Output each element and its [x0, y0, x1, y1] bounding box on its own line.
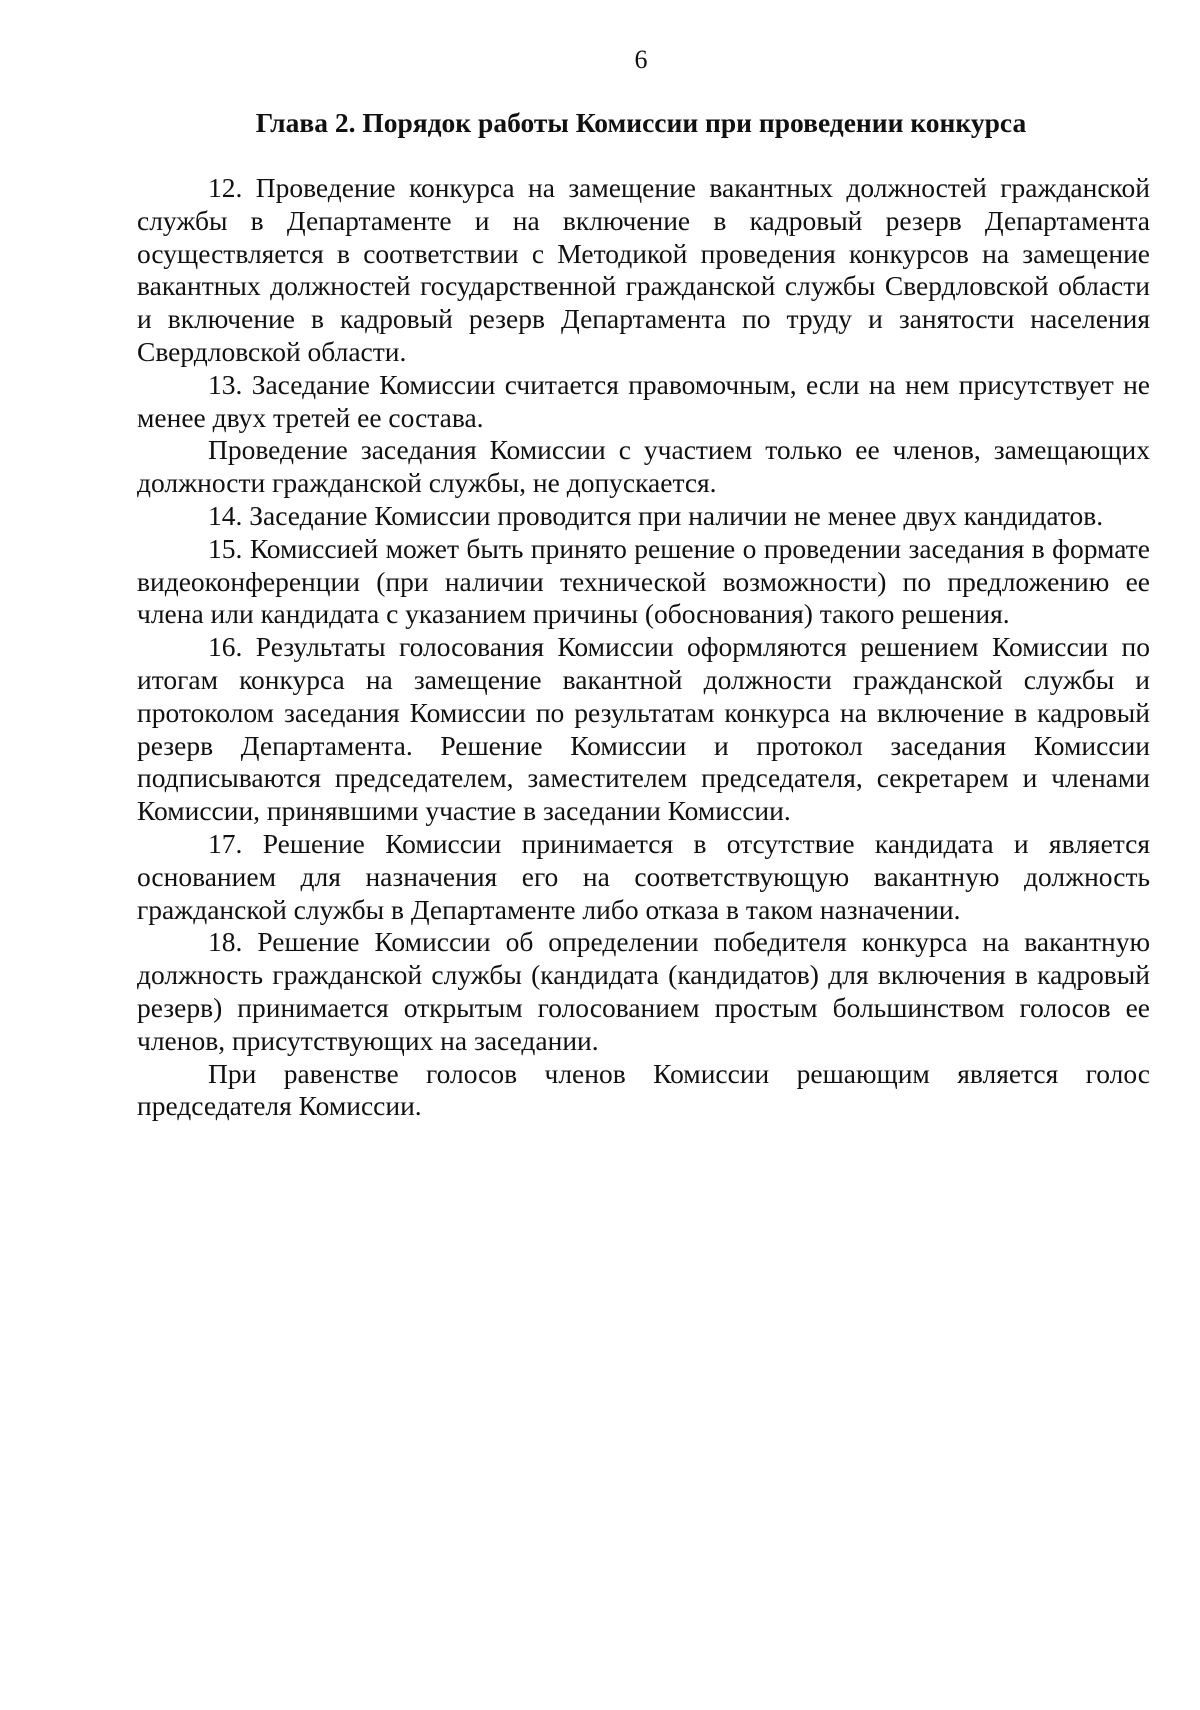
document-body: [137, 172, 1150, 1123]
page-number: 6: [634, 45, 648, 74]
paragraph-16: 16. Результаты голосования Комиссии оформляются решением Комиссии по итогам конкурса на замещение вакантной должности гражданской службы и протоколом заседания Комиссии по результатам конкурса на включение в кадровый резерв Департамента. Решение Комиссии и протокол заседания Комиссии подписываются председателем, заместителем председателя, секретарем и членами Комиссии, принявшими участие в заседании Комиссии.: [137, 631, 1150, 827]
paragraph-13-continuation: Проведение заседания Комиссии с участием только ее членов, замещающих должности гражданской службы, не допускается.: [137, 434, 1150, 499]
paragraph-12: 12. Проведение конкурса на замещение вакантных должностей гражданской службы в Департаменте и на включение в кадровый резерв Департамента осуществляется в соответствии с Методикой проведения конкурсов на замещение вакантных должностей государственной гражданской службы Свердловской области и включение в кадровый резерв Департамента по труду и занятости населения Свердловской области.: [137, 172, 1150, 367]
paragraph-18: 18. Решение Комиссии об определении победителя конкурса на вакантную должность гражданской службы (кандидата (кандидатов) для включения в кадровый резерв) принимается открытым голосованием простым большинством голосов ее членов, присутствующих на заседании.: [137, 926, 1150, 1056]
paragraph-18-continuation: При равенстве голосов членов Комиссии решающим является голос председателя Комиссии.: [137, 1057, 1150, 1122]
chapter-title: Глава 2. Порядок работы Комиссии при проведении конкурса: [255, 107, 1027, 138]
paragraph-17: 17. Решение Комиссии принимается в отсутствие кандидата и является основанием для назначения его на соответствующую вакантную должность гражданской службы в Департаменте либо отказа в таком назначении.: [137, 827, 1150, 925]
paragraph-14: 14. Заседание Комиссии проводится при наличии не менее двух кандидатов.: [208, 499, 1104, 531]
paragraph-15: 15. Комиссией может быть принято решение о проведении заседания в формате видеоконференции (при наличии технической возможности) по предложению ее члена или кандидата с указанием причины (обоснования) такого решения.: [137, 532, 1150, 630]
paragraph-13: 13. Заседание Комиссии считается правомочным, если на нем присутствует не менее двух третей ее состава.: [137, 368, 1150, 433]
